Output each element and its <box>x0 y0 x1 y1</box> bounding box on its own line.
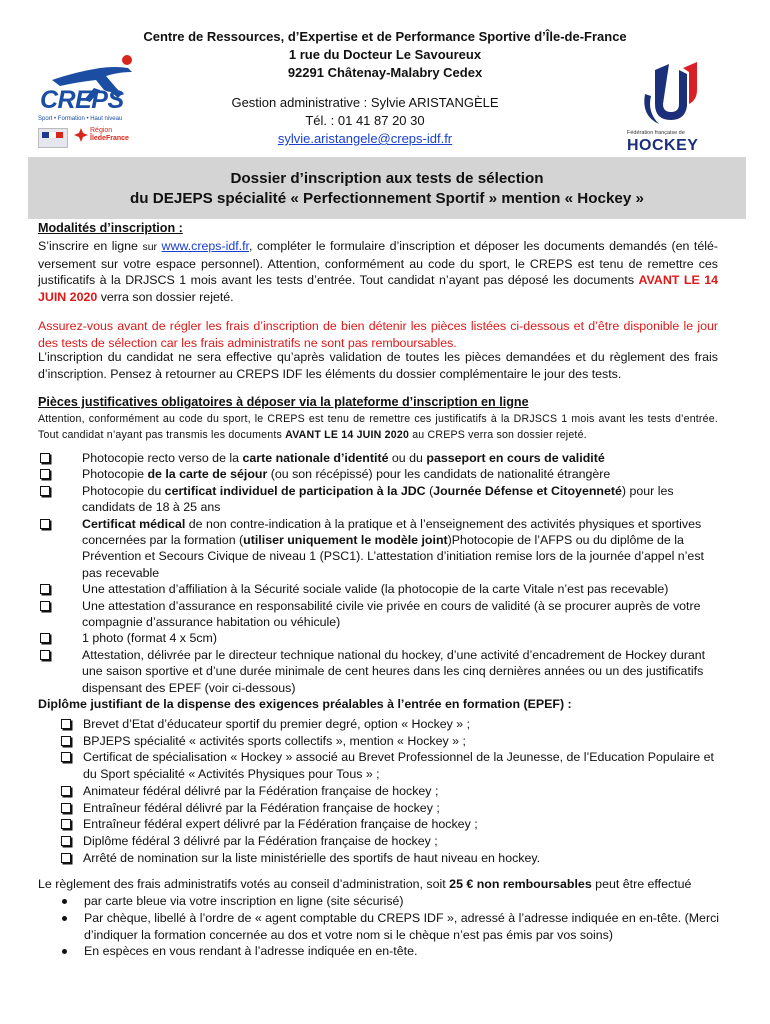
region-star-icon <box>74 128 88 142</box>
list-item: Animateur fédéral délivré par la Fédération française de hockey ; <box>60 783 720 800</box>
list-item: Brevet d’Etat d’éducateur sportif du premier degré, option « Hockey » ; <box>60 716 720 733</box>
bullet-icon <box>62 949 67 954</box>
hockey-federation-logo <box>625 60 725 158</box>
bullet-icon <box>62 916 67 921</box>
checkbox-icon <box>40 633 50 643</box>
creps-tagline: Sport • Formation • Haut niveau <box>38 116 123 122</box>
checkbox-icon <box>61 736 71 746</box>
hockey-logo-caption: Fédération française de <box>627 130 685 136</box>
checkbox-icon <box>40 584 50 594</box>
list-item: En espèces en vous rendant à l’adresse indiquée en en-tête. <box>60 943 720 960</box>
modalites-paragraph: S’inscrire en ligne sur www.creps-idf.fr, compléter le formulaire d’inscription et déposer les documents demandés (en télé-versement sur votre espace personnel). Attention, conformément au code du sport, le CREPS est tenu de remettre ces justificatifs à la DRJSCS 1 mois avant les tests d’entrée. Tout candidat n’ayant pas déposé les documents AVANT LE 14 JUIN 2020 verra son dossier rejeté. <box>38 239 718 304</box>
section-heading-pieces: Pièces justificatives obligatoires à déposer via la plateforme d’inscription en ligne <box>38 395 529 409</box>
pieces-note: Attention, conformément au code du sport, le CREPS est tenu de remettre ces justificatifs à la DRJSCS 1 mois avant les tests d’entrée. Tout candidat n’ayant pas transmis les documents AVANT LE 14 JUIN 2020 au CREPS verra son dossier rejeté. <box>38 413 718 441</box>
list-item: Une attestation d’assurance en responsabilité civile vie privée en cours de validité (à se procurer auprès de votre compagnie d’assurance habitation ou véhicule) <box>38 598 718 631</box>
organisation-name: Centre de Ressources, d’Expertise et de Performance Sportive d’Île-de-France <box>143 29 627 44</box>
creps-logo <box>30 50 160 150</box>
checkbox-icon <box>61 853 71 863</box>
list-item: Arrêté de nomination sur la liste ministérielle des sportifs de haut niveau en hockey. <box>60 850 720 867</box>
deadline-text: AVANT LE 14 JUIN 2020 <box>38 273 718 304</box>
checkbox-icon <box>61 752 71 762</box>
checkbox-icon <box>61 836 71 846</box>
list-item: Certificat de spécialisation « Hockey » associé au Brevet Professionnel de la Jeunesse, de l’Education Populaire et du Sport spécialité « Activités Physiques pour Tous » ; <box>60 749 720 782</box>
dispense-diploma-list <box>60 716 720 866</box>
contact-phone: Tél. : 01 41 87 20 30 <box>305 113 425 128</box>
list-item: Photocopie recto verso de la carte nationale d’identité ou du passeport en cours de validité <box>38 450 718 466</box>
list-item: Attestation, délivrée par le directeur technique national du hockey, d’une activité d’encadrement de Hockey durant une saison sportive et d’une durée minimale de cent heures dans les cinq dernières années ou un des justificatifs dispensant des EPEF (voir ci-dessous) <box>38 647 718 696</box>
list-item: Photocopie de la carte de séjour (ou son récépissé) pour les candidats de nationalité étrangère <box>38 466 718 482</box>
checkbox-icon <box>61 803 71 813</box>
payment-methods-list <box>60 893 720 960</box>
address-city: 92291 Châtenay-Malabry Cedex <box>287 65 483 80</box>
republic-logo <box>38 128 68 148</box>
list-item: Entraîneur fédéral délivré par la Fédération française de hockey ; <box>60 800 720 817</box>
section-heading-modalites: Modalités d’inscription : <box>38 221 183 235</box>
list-item: Par chèque, libellé à l’ordre de « agent comptable du CREPS IDF », adressé à l’adresse indiquée en en-tête. (Merci d’indiquer la formation concernée au dos et votre nom si le chèque n’est pas émis par vos soins) <box>60 910 720 944</box>
validation-paragraph: L’inscription du candidat ne sera effective qu’après validation de toutes les pièces demandées et du règlement des frais d’inscription. Pensez à retourner au CREPS IDF les éléments du dossier complémentaire le jour des tests. <box>38 350 718 381</box>
dispense-heading: Diplôme justifiant de la dispense des exigences préalables à l’entrée en formation (EPEF) : <box>38 697 572 711</box>
title-band <box>28 157 746 219</box>
checkbox-icon <box>61 786 71 796</box>
hockey-logo-graphic <box>625 60 725 130</box>
checkbox-icon <box>40 486 50 496</box>
checkbox-icon <box>61 819 71 829</box>
checkbox-icon <box>40 469 50 479</box>
list-item: Diplôme fédéral 3 délivré par la Fédération française de hockey ; <box>60 833 720 850</box>
checkbox-icon <box>40 601 50 611</box>
checkbox-icon <box>61 719 71 729</box>
list-item: Entraîneur fédéral expert délivré par la Fédération française de hockey ; <box>60 816 720 833</box>
list-item: Photocopie du certificat individuel de participation à la JDC (Journée Défense et Citoyenneté) pour les candidats de 18 à 25 ans <box>38 483 718 516</box>
document-title-line1: Dossier d’inscription aux tests de sélection <box>230 170 544 187</box>
list-item: par carte bleue via votre inscription en ligne (site sécurisé) <box>60 893 720 910</box>
required-documents-list <box>38 450 718 696</box>
checkbox-icon <box>40 519 50 529</box>
region-logo-text: Région ÎledeFrance <box>90 127 129 142</box>
list-item: 1 photo (format 4 x 5cm) <box>38 630 718 646</box>
list-item: Certificat médical de non contre-indication à la pratique et à l’enseignement des activités physiques et sportives concernées par la formation (utiliser uniquement le modèle joint)Photocopie de l’AFPS ou du diplôme de la Prévention et Secours Civique de niveau 1 (PSC1). L’attestation d’initiation remise lors de la journée d’appel n’est pas recevable <box>38 516 718 582</box>
checkbox-icon <box>40 453 50 463</box>
warning-paragraph: Assurez-vous avant de régler les frais d’inscription de bien détenir les pièces listées ci-dessous et d’être disponible le jour des tests de sélection car les frais administratifs ne sont pas remboursables. <box>38 319 718 350</box>
creps-logo-text: CREPS <box>40 86 124 114</box>
contact-email[interactable] <box>200 131 530 146</box>
list-item: BPJEPS spécialité « activités sports collectifs », mention « Hockey » ; <box>60 733 720 750</box>
checkbox-icon <box>40 650 50 660</box>
address-street: 1 rue du Docteur Le Savoureux <box>288 47 482 62</box>
document-title-line2: du DEJEPS spécialité « Perfectionnement Sportif » mention « Hockey » <box>130 190 644 207</box>
payment-intro: Le règlement des frais administratifs votés au conseil d’administration, soit 25 € non remboursables peut être effectué <box>38 877 692 891</box>
contact-name: Gestion administrative : Sylvie ARISTANGÈLE <box>231 95 499 110</box>
creps-website-link[interactable]: www.creps-idf.fr <box>161 239 249 253</box>
contact-email-link[interactable]: sylvie.aristangele@creps-idf.fr <box>277 131 453 146</box>
bullet-icon <box>62 899 67 904</box>
hockey-logo-text: HOCKEY <box>627 137 699 154</box>
list-item: Une attestation d’affiliation à la Sécurité sociale valide (la photocopie de la carte Vitale n’est pas recevable) <box>38 581 718 597</box>
